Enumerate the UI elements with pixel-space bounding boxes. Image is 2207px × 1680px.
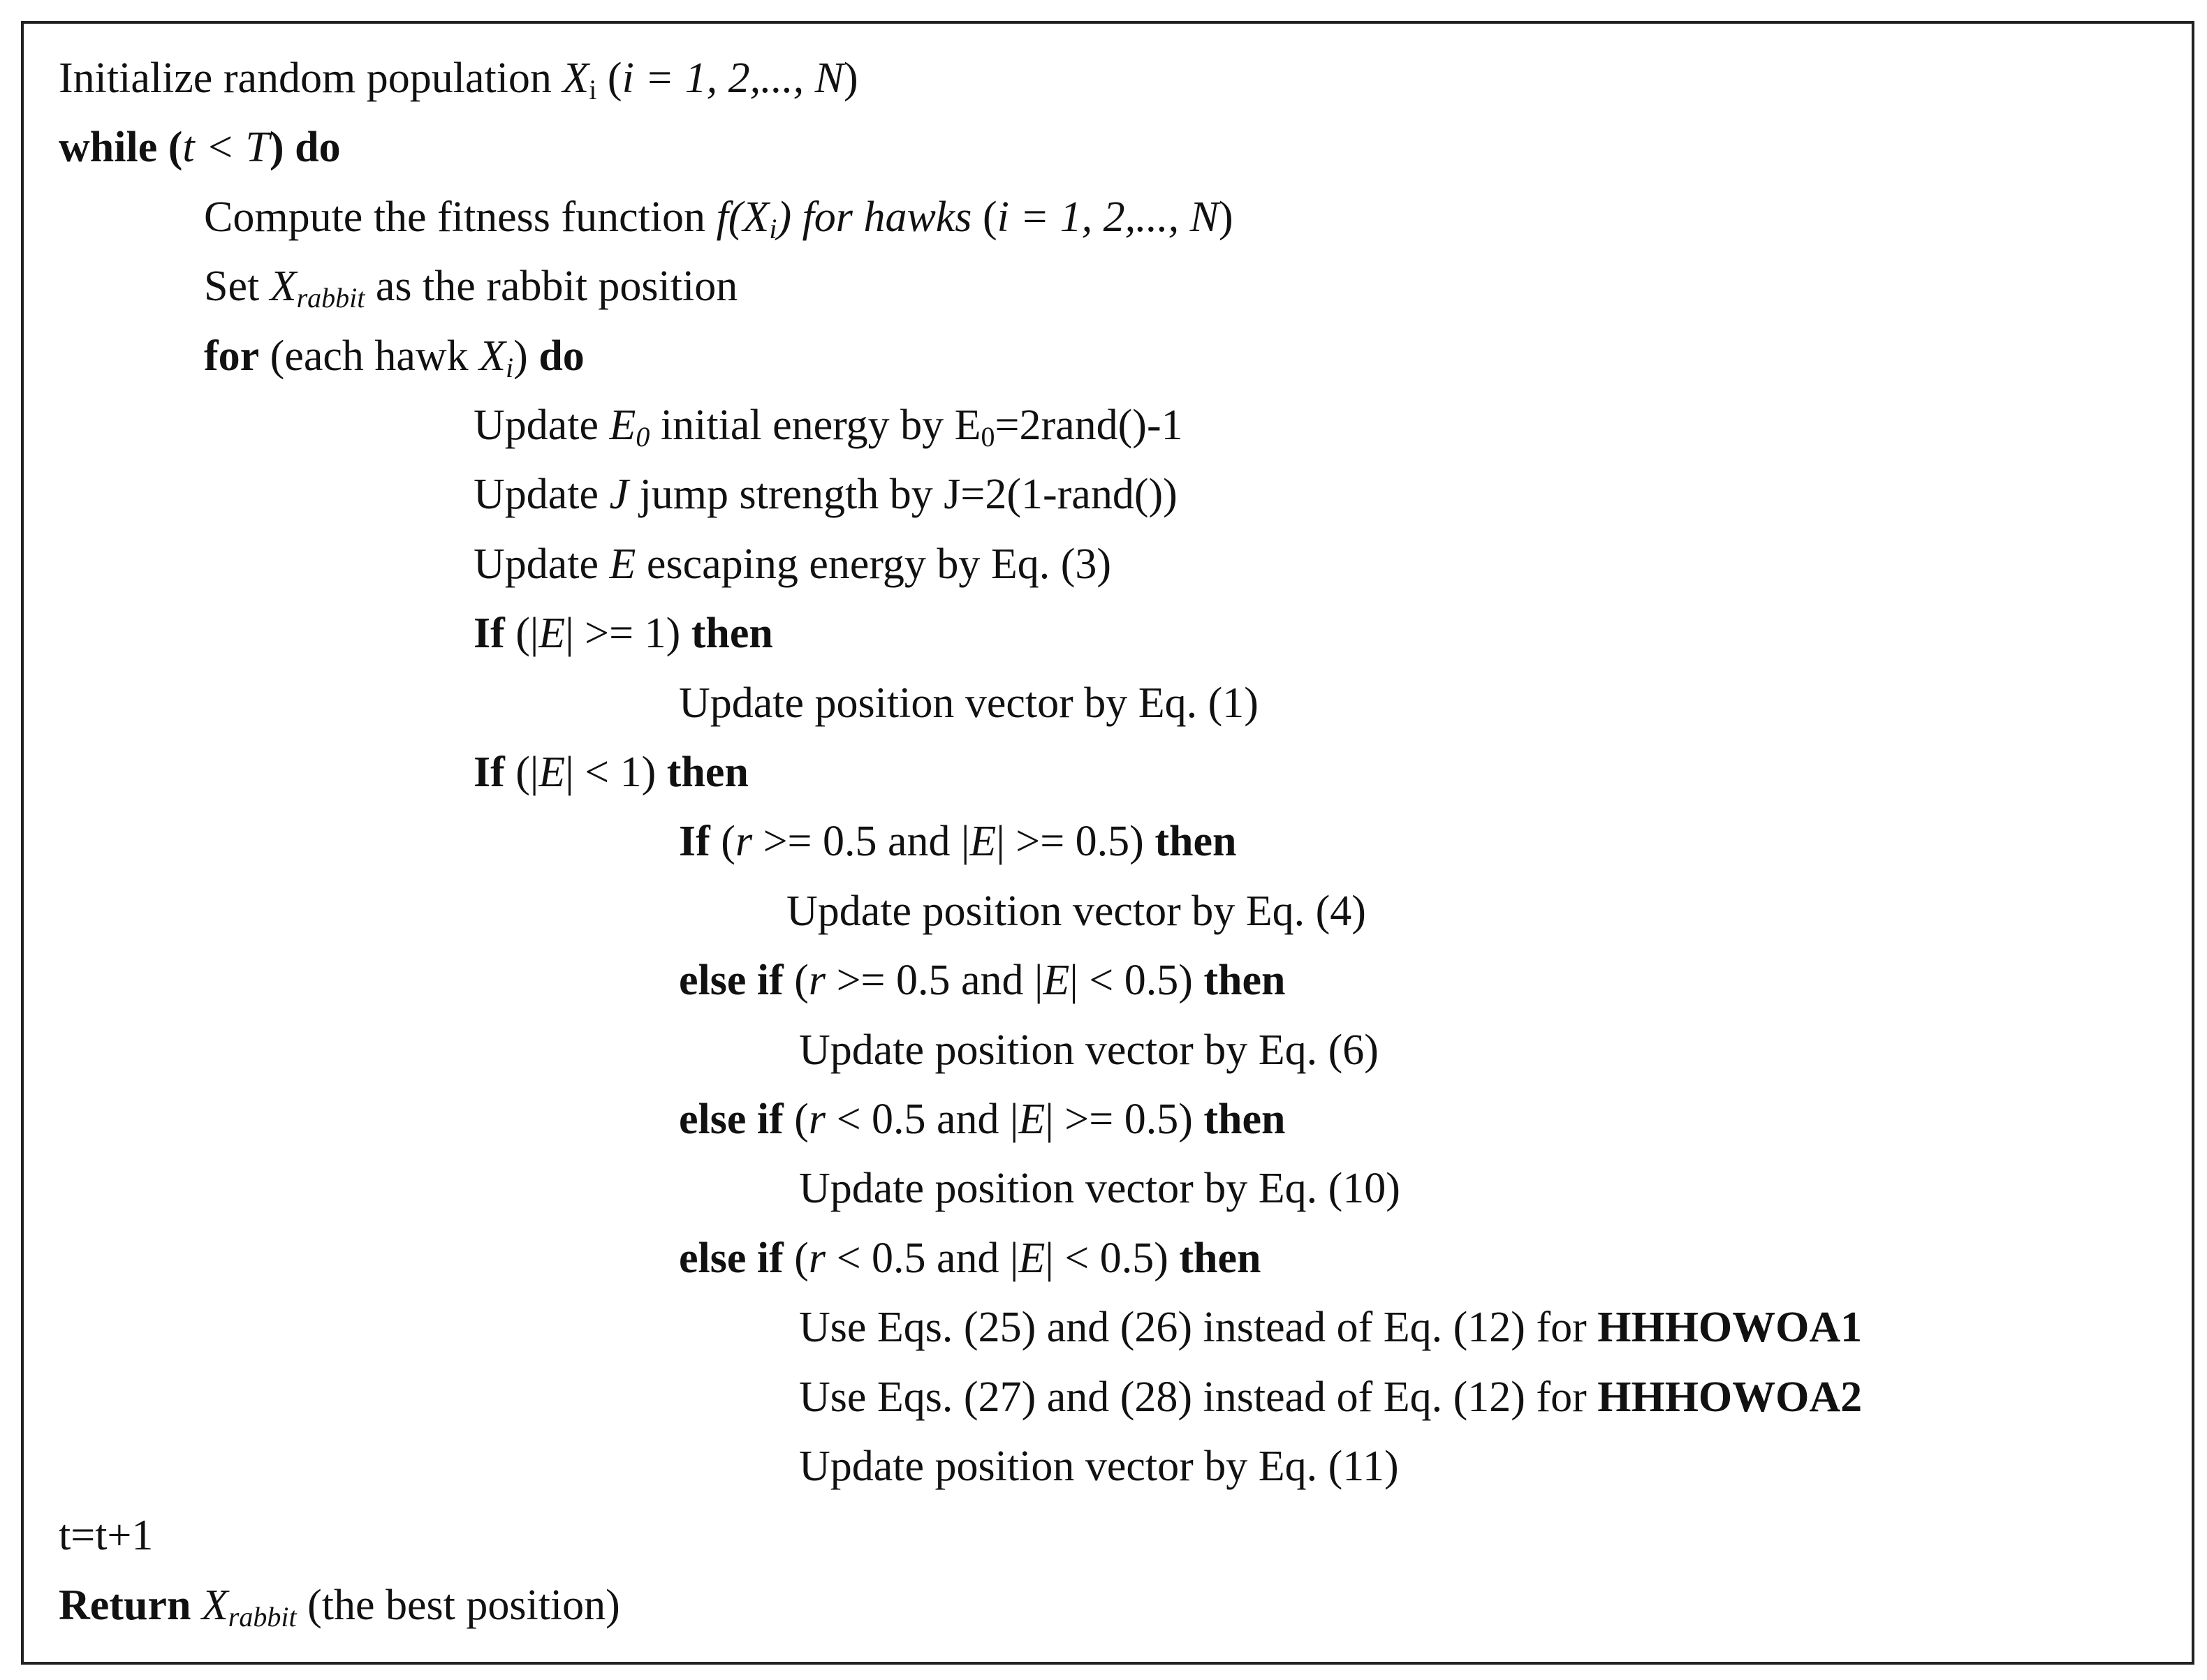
code-text: f(X [716, 193, 770, 241]
code-text: 0 [981, 421, 995, 452]
keyword: HHHOWOA2 [1597, 1373, 1863, 1421]
code-text: ) [513, 332, 539, 380]
pseudocode-line [679, 668, 1259, 738]
pseudocode-line [799, 1154, 1400, 1223]
code-text: >= 0.5 and | [752, 818, 970, 866]
code-text: rabbit [228, 1600, 297, 1633]
code-text: < 0.5 and | [826, 1096, 1019, 1143]
code-text: (| [504, 749, 539, 796]
code-text: J [609, 471, 629, 519]
keyword: then [1203, 1096, 1286, 1143]
code-text: Use Eqs. (25) and (26) instead of Eq. (12) for [799, 1304, 1598, 1352]
code-text: Update position vector by Eq. (10) [799, 1165, 1400, 1213]
code-text: i = 1, 2,..., N [622, 54, 844, 102]
code-text: jump strength by J=2(1-rand()) [629, 471, 1178, 519]
code-text: E [609, 540, 636, 588]
code-text: r [808, 1234, 826, 1282]
code-text [191, 1582, 202, 1629]
keyword: then [1154, 818, 1237, 866]
code-text: | >= 1) [565, 610, 691, 658]
keyword: for [204, 332, 260, 380]
pseudocode-line [59, 43, 858, 113]
code-text: rabbit [296, 282, 365, 314]
code-text: t=t+1 [59, 1512, 154, 1560]
pseudocode-line [799, 1015, 1379, 1085]
code-text: =2rand()-1 [995, 401, 1183, 449]
code-text: E [1018, 1096, 1046, 1143]
code-text: initial energy by E [650, 401, 981, 449]
code-text: Update position vector by Eq. (1) [679, 679, 1259, 727]
code-text: ( [783, 1234, 809, 1282]
code-text: E [969, 818, 997, 866]
keyword: else if [679, 1096, 784, 1143]
code-text: E [1043, 957, 1070, 1005]
pseudocode-line [204, 321, 585, 391]
code-text: | < 1) [565, 749, 667, 796]
pseudocode-line [474, 737, 749, 807]
code-text: | >= 0.5) [1045, 1096, 1204, 1143]
code-text: i = 1, 2,..., N [997, 193, 1219, 241]
keyword: then [691, 610, 773, 658]
code-text: Compute the fitness function [204, 193, 717, 241]
pseudocode-line [474, 598, 773, 668]
keyword: Return [59, 1581, 191, 1629]
code-text: Update [474, 471, 610, 519]
pseudocode-line [679, 1223, 1261, 1293]
code-text: Use Eqs. (27) and (28) instead of Eq. (12) for [799, 1373, 1598, 1421]
pseudocode-line [799, 1362, 1862, 1432]
code-text: ( [783, 957, 809, 1005]
keyword: ) do [269, 124, 341, 172]
code-text: ( [710, 818, 735, 866]
code-text: X [201, 1581, 228, 1629]
pseudocode-line [59, 1501, 153, 1570]
keyword: HHHOWOA1 [1597, 1304, 1863, 1352]
code-text: r [735, 818, 753, 866]
code-text: Set [204, 263, 270, 311]
keyword: If [474, 749, 505, 796]
code-text: Update position vector by Eq. (11) [799, 1443, 1399, 1490]
code-text: | < 0.5) [1045, 1234, 1180, 1282]
code-text: X [479, 332, 506, 380]
pseudocode-line [786, 876, 1366, 946]
code-text: X [270, 263, 297, 311]
keyword: If [679, 818, 710, 866]
code-text: 0 [636, 421, 650, 452]
code-text: ) [1219, 193, 1233, 241]
keyword: If [474, 610, 505, 658]
pseudocode-line [204, 251, 738, 321]
code-text: Update position vector by Eq. (4) [786, 887, 1366, 935]
code-text: >= 0.5 and | [826, 957, 1043, 1005]
keyword: then [666, 749, 749, 796]
code-text: Initialize random population [59, 54, 563, 102]
keyword: then [1203, 957, 1286, 1005]
code-text: E [609, 401, 636, 449]
code-text: X [562, 54, 589, 102]
pseudocode-line [679, 1084, 1285, 1154]
code-text: (each hawk [259, 332, 480, 380]
code-text: r [808, 957, 826, 1005]
code-text: ) [844, 54, 858, 102]
code-text: r [808, 1096, 826, 1143]
code-text: ) for hawks [777, 193, 972, 241]
code-text: ( [971, 193, 997, 241]
keyword: then [1179, 1234, 1261, 1282]
code-text: ( [783, 1096, 809, 1143]
keyword: while [59, 124, 158, 172]
keyword: else if [679, 957, 784, 1005]
code-text: ( [596, 54, 622, 102]
code-text: i [769, 212, 777, 244]
code-text: as the rabbit position [365, 263, 738, 311]
pseudocode-line [679, 945, 1285, 1015]
code-text: Update [474, 540, 610, 588]
code-text: | >= 0.5) [996, 818, 1155, 866]
code-text: escaping energy by Eq. (3) [636, 540, 1112, 588]
code-text: (| [504, 610, 539, 658]
pseudocode-line [799, 1431, 1399, 1501]
pseudocode-line [474, 529, 1111, 599]
code-text: E [538, 610, 566, 658]
keyword: ( [157, 124, 183, 172]
pseudocode-line [59, 112, 341, 182]
code-text: | < 0.5) [1069, 957, 1204, 1005]
pseudocode-line [204, 182, 1233, 252]
code-text: (the best position) [296, 1581, 620, 1629]
code-text: E [538, 749, 566, 796]
code-text: E [1018, 1234, 1046, 1282]
code-text: Update position vector by Eq. (6) [799, 1026, 1379, 1074]
pseudocode-line [799, 1292, 1862, 1362]
pseudocode-line [474, 390, 1183, 460]
code-text: < 0.5 and | [826, 1234, 1019, 1282]
keyword: do [538, 332, 585, 380]
keyword: else if [679, 1234, 784, 1282]
code-text: Update [474, 401, 610, 449]
code-text: i [506, 351, 514, 383]
pseudocode-line [679, 806, 1236, 876]
pseudocode-line [59, 1570, 620, 1640]
pseudocode-line [474, 459, 1178, 529]
code-text: t < T [182, 124, 270, 172]
code-text: i [589, 74, 597, 105]
